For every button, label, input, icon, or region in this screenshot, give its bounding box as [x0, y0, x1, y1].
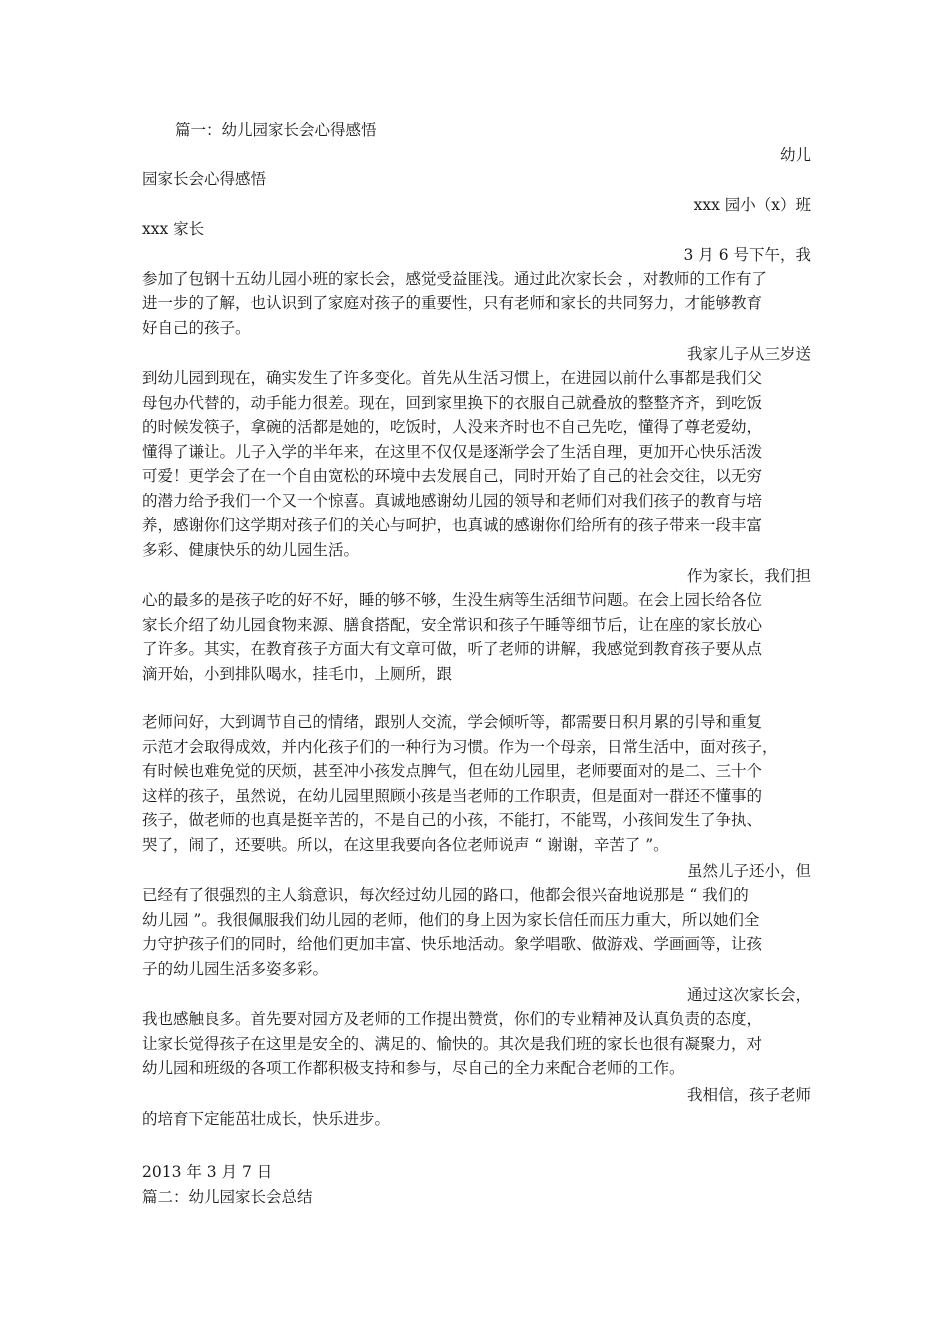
paragraph-line: 家长介绍了幼儿园食物来源、膳食搭配，安全常识和孩子午睡等细节后，让在座的家长放心: [142, 616, 763, 634]
paragraph-line: 养，感谢你们这学期对孩子们的关心与呵护，也真诚的感谢你们给所有的孩子带来一段丰富: [142, 516, 763, 534]
paragraph-line: 示范才会取得成效，并内化孩子们的一种行为习惯。作为一个母亲，日常生活中，面对孩子，: [142, 738, 778, 756]
paragraph-line: 幼儿园 ”。我很佩服我们幼儿园的老师，他们的身上因为家长信任而压力重大，所以她们全: [142, 911, 760, 929]
section-heading: 篇一：幼儿园家长会心得感悟: [175, 121, 377, 139]
paragraph-line: 母包办代替的，动手能力很差。现在，回到家里换下的衣服自己就叠放的整整齐齐，到吃饭: [142, 394, 763, 412]
byline-left: xxx 家长: [142, 220, 205, 238]
title-right: 幼儿: [779, 146, 811, 164]
paragraph-line: 多彩、健康快乐的幼儿园生活。: [142, 541, 360, 559]
paragraph-line: 我也感触良多。首先要对园方及老师的工作提出赞赏，你们的专业精神及认真负责的态度，: [142, 1010, 763, 1028]
paragraph-line: 让家长觉得孩子在这里是安全的、满足的、愉快的。其次是我们班的家长也很有凝聚力，对: [142, 1035, 763, 1053]
paragraph-line: 好自己的孩子。: [142, 319, 251, 337]
paragraph-line: 力守护孩子们的同时，给他们更加丰富、快乐地活动。象学唱歌、做游戏、学画画等，让孩: [142, 935, 763, 953]
document-date: 2013 年 3 月 7 日: [142, 1163, 273, 1181]
paragraph-line: 心的最多的是孩子吃的好不好，睡的够不够，生没生病等生活细节问题。在会上园长给各位: [142, 591, 763, 609]
paragraph-line: 了许多。其实，在教育孩子方面大有文章可做，听了老师的讲解，我感觉到教育孩子要从点: [142, 640, 763, 658]
paragraph-line: 作为家长，我们担: [686, 567, 811, 585]
paragraph-line: 孩子，做老师的也真是挺辛苦的，不是自己的小孩，不能打，不能骂，小孩间发生了争执、: [142, 811, 763, 829]
paragraph-line: 的培育下定能茁壮成长，快乐进步。: [142, 1110, 391, 1128]
paragraph-line: 的潜力给予我们一个又一个惊喜。真诚地感谢幼儿园的领导和老师们对我们孩子的教育与培: [142, 492, 763, 510]
byline-right: xxx 园小（x）班: [693, 196, 811, 214]
title-left: 园家长会心得感悟: [142, 170, 267, 188]
paragraph-line: 懂得了谦让。儿子入学的半年来，在这里不仅仅是逐渐学会了生活自理，更加开心快乐活泼: [142, 443, 763, 461]
section-heading: 篇二：幼儿园家长会总结: [142, 1188, 313, 1206]
paragraph-line: 有时候也难免觉的厌烦，甚至冲小孩发点脾气，但在幼儿园里，老师要面对的是二、三十个: [142, 762, 763, 780]
paragraph-line: 滴开始，小到排队喝水，挂毛巾，上厕所，跟: [142, 665, 453, 683]
paragraph-line: 这样的孩子，虽然说，在幼儿园里照顾小孩是当老师的工作职责，但是面对一群还不懂事的: [142, 787, 763, 805]
paragraph-line: 虽然儿子还小，但: [686, 862, 811, 880]
paragraph-line: 我家儿子从三岁送: [686, 345, 811, 363]
paragraph-line: 老师问好，大到调节自己的情绪，跟别人交流，学会倾听等，都需要日积月累的引导和重复: [142, 713, 763, 731]
paragraph-line: 可爱！更学会了在一个自由宽松的环境中去发展自己，同时开始了自己的社会交往，以无穷: [142, 467, 763, 485]
paragraph-line: 子的幼儿园生活多姿多彩。: [142, 960, 329, 978]
paragraph-line: 幼儿园和班级的各项工作都积极支持和参与，尽自己的全力来配合老师的工作。: [142, 1059, 685, 1077]
paragraph-line: 已经有了很强烈的主人翁意识，每次经过幼儿园的路口，他都会很兴奋地说那是 “ 我们的: [142, 886, 749, 904]
paragraph-line: 进一步的了解，也认识到了家庭对孩子的重要性，只有老师和家长的共同努力，才能够教育: [142, 294, 763, 312]
paragraph-line: 3 月 6 号下午，我: [683, 246, 811, 264]
paragraph-line: 哭了，闹了，还要哄。所以，在这里我要向各位老师说声 “ 谢谢，辛苦了 ”。: [142, 836, 669, 854]
paragraph-line: 的时候发筷子，拿碗的活都是她的，吃饭时，人没来齐时也不自己先吃，懂得了尊老爱幼，: [142, 418, 763, 436]
paragraph-line: 到幼儿园到现在，确实发生了许多变化。首先从生活习惯上，在进园以前什么事都是我们父: [142, 369, 763, 387]
paragraph-line: 参加了包钢十五幼儿园小班的家长会，感觉受益匪浅。通过此次家长会 ，对教师的工作有了: [142, 270, 767, 288]
paragraph-line: 通过这次家长会，: [686, 986, 811, 1004]
paragraph-line: 我相信，孩子老师: [686, 1086, 811, 1104]
